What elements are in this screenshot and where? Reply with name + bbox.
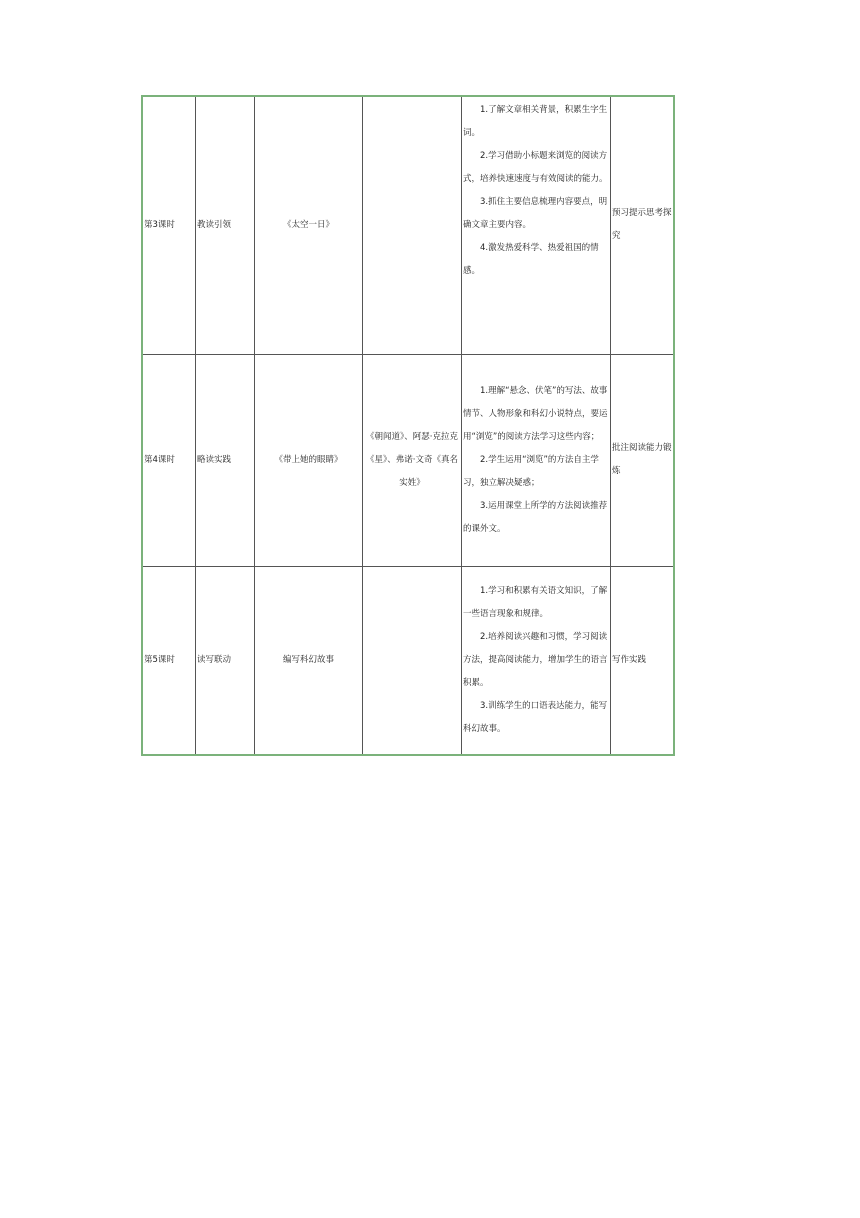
goal-item: 1.理解“悬念、伏笔”的写法、故事情节、人物形象和科幻小说特点，要运用“浏览”的阅读方法学习这些内容； [463,385,608,442]
extended-reading-cell [363,566,462,755]
learning-task-cell: 预习提示思考探究 [611,96,675,354]
learning-task-cell: 写作实践 [611,566,675,755]
goal-item: 1.学习和积累有关语文知识，了解一些语言现象和规律。 [463,585,608,619]
goal-item: 4.激发热爱科学、热爱祖国的情感。 [463,243,599,276]
goal-item: 2.培养阅读兴趣和习惯，学习阅读方法，提高阅读能力，增加学生的语言积累。 [463,631,608,688]
goal-item: 3.训练学生的口语表达能力，能写科幻故事。 [463,700,608,734]
lesson-title-cell: 《太空一日》 [255,96,363,354]
teaching-goals-cell [462,566,611,755]
goal-item: 3.运用课堂上所学的方法阅读推荐的课外文。 [463,500,608,534]
goal-item: 3.抓住主要信息梳理内容要点，明确文章主要内容。 [463,197,608,230]
learning-task-cell: 批注阅读能力锻炼 [611,354,675,566]
teaching-goals-cell [462,96,611,354]
goal-item: 2.学习借助小标题来浏览的阅读方式，培养快速速度与有效阅读的能力。 [463,151,608,184]
lesson-title-cell: 编写科幻故事 [255,566,363,755]
goal-item: 2.学生运用“浏览”的方法自主学习，独立解决疑惑； [463,454,599,488]
lesson-number-cell: 第4课时 [142,354,196,566]
table-row [142,96,674,354]
lesson-type-cell: 读写联动 [196,566,255,755]
lesson-type-cell: 教读引领 [196,96,255,354]
lesson-number-cell: 第5课时 [142,566,196,755]
teaching-goals-cell [462,354,611,566]
table-row [142,566,674,755]
table-row [142,354,674,566]
lesson-plan-table [141,95,675,756]
extended-reading-cell: 《朝闻道》、阿瑟·克拉克《星》、弗诺·文奇《真名实姓》 [363,354,462,566]
lesson-title-cell: 《带上她的眼睛》 [255,354,363,566]
goal-item: 1.了解文章相关背景，积累生字生词。 [463,105,608,138]
lesson-type-cell: 略读实践 [196,354,255,566]
extended-reading-cell [363,96,462,354]
lesson-number-cell: 第3课时 [142,96,196,354]
